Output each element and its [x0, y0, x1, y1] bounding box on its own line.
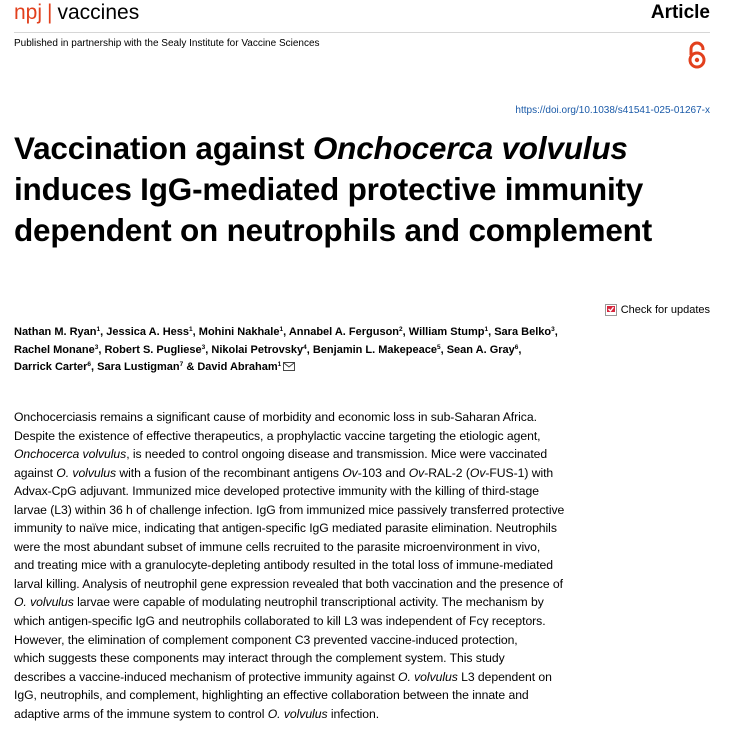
abstract-text: , is needed to control ongoing disease and transmission. Mice were vaccinated against [14, 447, 548, 480]
title-part-2: induces IgG-mediated protective immunity dependent on neutrophils and complement [14, 171, 652, 248]
author-affiliation: 1 [96, 326, 101, 333]
open-access-lock-icon [686, 41, 708, 69]
abstract-species: O. volvulus [267, 706, 328, 721]
author-name[interactable]: Robert S. Pugliese [104, 343, 202, 356]
abstract-text: -103 and [357, 465, 409, 480]
author-name[interactable]: William Stump [408, 326, 485, 338]
check-for-updates-label: Check for updates [620, 304, 710, 316]
author-affiliation: 1 [277, 361, 282, 368]
author-affiliation: 1 [189, 326, 193, 333]
title-species: Onchocerca volvulus [312, 130, 628, 166]
abstract-species: Onchocerca volvulus [14, 447, 127, 462]
doi-link[interactable]: https://doi.org/10.1038/s41541-025-01267-x [515, 105, 710, 116]
journal-name: vaccines [57, 1, 140, 24]
author-name[interactable]: Sara Lustigman [97, 361, 180, 373]
article-type-label: Article [650, 2, 710, 23]
abstract-text: with a fusion of the recombinant antigens [116, 465, 343, 480]
author-name[interactable]: Rachel Monane [14, 343, 95, 356]
check-for-updates-icon [605, 304, 617, 316]
author-affiliation: 6 [87, 361, 91, 368]
abstract-text: -FUS-1) with Advax-CpG adjuvant. Immunized mice developed protective immunity with the killing of third-stage larvae (L3) within 36 h of challenge infection. IgG from immunized mice passively transferred protective immunity to naïve mice, indicating that antigen-specific IgG mediated parasite elimination. Neutrophils were the most abundant subset of immune cells recruited to the parasite microenvironment in vivo, and treating mice with a granulocyte-depleting antibody resulted in the total loss of immune-mediated larval killing. Analysis of neutrophil gene expression revealed that both vaccination and the presence of [14, 465, 565, 591]
author-name[interactable]: Darrick Carter [14, 361, 88, 373]
check-for-updates-button[interactable] [605, 303, 710, 317]
author-affiliation: 3 [94, 343, 99, 351]
abstract-species: Ov [408, 465, 425, 480]
abstract-species: Ov [469, 465, 486, 480]
author-name[interactable]: Nikolai Petrovsky [211, 343, 304, 356]
title-part-1: Vaccination against [14, 130, 313, 166]
author-name[interactable]: Jessica A. Hess [106, 326, 190, 338]
abstract-text: larvae were capable of modulating neutrophil transcriptional activity. The mechanism by which antigen-specific IgG and neutrophils collaborated to kill L3 was independent of Fcγ receptors. However, the elimination of complement component C3 prevented vaccine-induced protection, which suggests these components may interact through the complement system. This study describes a vaccine-induced mechanism of protective immunity against [14, 595, 546, 684]
author-name[interactable]: David Abraham [197, 361, 278, 373]
abstract-species: O. volvulus [56, 465, 117, 480]
author-affiliation: 3 [201, 343, 206, 351]
abstract-species: Ov [342, 465, 358, 480]
abstract-text: infection. [327, 706, 380, 721]
author-affiliation: 7 [179, 361, 184, 368]
author-affiliation: 5 [436, 343, 441, 351]
author-name[interactable]: Nathan M. Ryan [14, 326, 97, 338]
author-affiliation: 1 [484, 326, 489, 333]
author-conjunction: & [186, 361, 195, 373]
author-name[interactable]: Sean A. Gray [446, 343, 515, 356]
abstract-text: Onchocerciasis remains a significant cause of morbidity and economic loss in sub-Saharan Africa. Despite the existence of effective therapeutics, a prophylactic vaccine targeting the etiologic agent, [14, 410, 541, 443]
author-affiliation: 6 [514, 343, 519, 351]
abstract [14, 408, 596, 723]
author-affiliation: 4 [303, 343, 307, 351]
author-affiliation: 2 [399, 326, 403, 333]
header-divider [14, 32, 710, 33]
partnership-note: Published in partnership with the Sealy Institute for Vaccine Sciences [14, 38, 320, 49]
envelope-icon[interactable] [283, 362, 295, 371]
author-name[interactable]: Sara Belko [494, 326, 552, 338]
author-name[interactable]: Mohini Nakhale [198, 326, 280, 338]
article-title [14, 128, 724, 251]
author-affiliation: 3 [551, 326, 555, 333]
author-name[interactable]: Annabel A. Ferguson [288, 326, 400, 338]
abstract-text: -RAL-2 ( [424, 465, 470, 480]
journal-logo[interactable] [14, 1, 139, 25]
author-affiliation: 1 [279, 326, 284, 333]
abstract-species: O. volvulus [398, 669, 458, 684]
abstract-species: O. volvulus [14, 595, 74, 610]
author-name[interactable]: Benjamin L. Makepeace [312, 343, 437, 356]
author-list: Nathan M. Ryan$^1$, Jessica A. Hess$^1$, Mohini Nakhale$^1$, Annabel A. Ferguson$^2$, William Stump$^1$, Sara Belko$^3$, Rachel Monane$^3$, Robert S. Pugliese$^3$, Nikolai Petrovsky$^4$, Benjamin L. Makepeace$^5$, Sean A. Gray$^6$, Darrick Carter$^6$, Sara Lustigman$^7$ & David Abraham$^1$ [14, 326, 558, 373]
journal-brand: npj [14, 1, 43, 24]
journal-separator: | [47, 1, 53, 24]
abstract-text: L3 dependent on IgG, neutrophils, and complement, highlighting an effective collaboration between the innate and adaptive arms of the immune system to control [14, 669, 552, 721]
